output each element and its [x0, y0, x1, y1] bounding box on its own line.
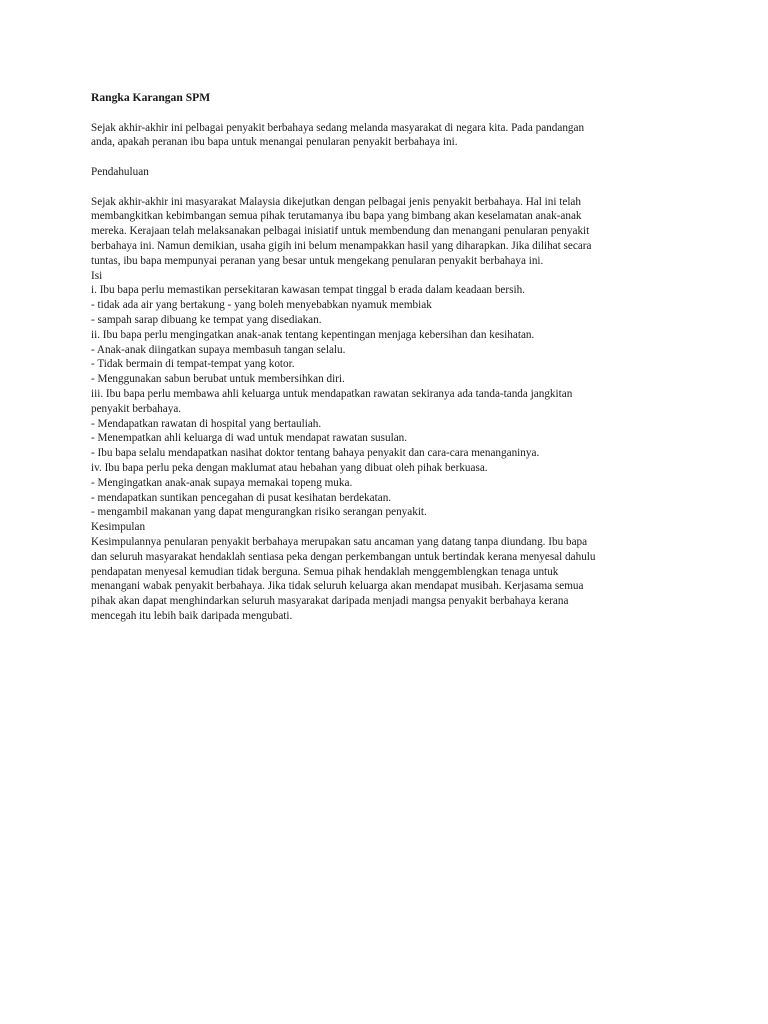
isi-line: iii. Ibu bapa perlu membawa ahli keluarga untuk mendapatkan rawatan sekiranya ada tanda-tanda jangkitan	[91, 387, 573, 400]
isi-line: - Menggunakan sabun berubat untuk membersihkan diri.	[91, 373, 345, 386]
isi-line: - Tidak bermain di tempat-tempat yang kotor.	[91, 358, 295, 371]
paragraph-line: Sejak akhir-akhir ini masyarakat Malaysia dikejutkan dengan pelbagai jenis penyakit berbahaya. Hal ini telah	[91, 195, 581, 208]
paragraph-line: menangani wabak penyakit berbahaya. Jika tidak seluruh keluarga akan mendapat musibah. Kerjasama semua	[91, 580, 584, 593]
kesimpulan-paragraph	[91, 535, 691, 624]
question-line: Sejak akhir-akhir ini pelbagai penyakit berbahaya sedang melanda masyarakat di negara kita. Pada pandangan	[91, 121, 585, 134]
isi-line: - mengambil makanan yang dapat mengurangkan risiko serangan penyakit.	[91, 506, 427, 519]
isi-line: - Mendapatkan rawatan di hospital yang bertauliah.	[91, 417, 322, 430]
document-title: Rangka Karangan SPM	[91, 91, 211, 104]
paragraph-line: membangkitkan kebimbangan semua pihak terutamanya ibu bapa yang bimbang akan keselamatan anak-anak	[91, 210, 582, 223]
paragraph-line: dan seluruh masyarakat hendaklah sentiasa peka dengan perkembangan untuk bertindak kerana menyesal dahulu	[91, 550, 596, 563]
blank-line	[91, 150, 691, 165]
isi-line: ii. Ibu bapa perlu mengingatkan anak-anak tentang kepentingan menjaga kebersihan dan kesihatan.	[91, 328, 535, 341]
isi-line: iv. Ibu bapa perlu peka dengan maklumat atau hebahan yang dibuat oleh pihak berkuasa.	[91, 461, 488, 474]
paragraph-line: mereka. Kerajaan telah melaksanakan pelbagai inisiatif untuk membendung dan menangani penularan penyakit	[91, 225, 590, 238]
paragraph-line: tuntas, ibu bapa mempunyai peranan yang besar untuk mengekang penularan penyakit berbahaya ini.	[91, 254, 544, 267]
isi-line: - mendapatkan suntikan pencegahan di pusat kesihatan berdekatan.	[91, 491, 392, 504]
pendahuluan-paragraph	[91, 195, 691, 269]
isi-line: - Menempatkan ahli keluarga di wad untuk mendapat rawatan susulan.	[91, 432, 408, 445]
paragraph-line: mencegah itu lebih baik daripada mengubati.	[91, 609, 293, 622]
isi-line: - sampah sarap dibuang ke tempat yang disediakan.	[91, 313, 322, 326]
isi-line: - tidak ada air yang bertakung - yang boleh menyebabkan nyamuk membiak	[91, 299, 432, 312]
blank-line	[91, 180, 691, 195]
paragraph-line: berbahaya ini. Namun demikian, usaha gigih ini belum menampakkan hasil yang diharapkan. Jika dilihat secara	[91, 239, 592, 252]
blank-line	[91, 106, 691, 121]
pendahuluan-heading: Pendahuluan	[91, 165, 149, 178]
paragraph-line: pendapatan menyesal kemudian tidak berguna. Semua pihak hendaklah menggemblengkan tenaga untuk	[91, 565, 559, 578]
isi-line: penyakit berbahaya.	[91, 402, 182, 415]
paragraph-line: Kesimpulannya penularan penyakit berbahaya merupakan satu ancaman yang datang tanpa diundang. Ibu bapa	[91, 535, 588, 548]
paragraph-line: pihak akan dapat menghindarkan seluruh masyarakat daripada menjadi mangsa penyakit berbahaya kerana	[91, 595, 569, 608]
isi-line: - Ibu bapa selalu mendapatkan nasihat doktor tentang bahaya penyakit dan cara-cara menanganinya.	[91, 447, 540, 460]
isi-line: - Mengingatkan anak-anak supaya memakai topeng muka.	[91, 476, 353, 489]
essay-question	[91, 121, 691, 151]
isi-heading: Isi	[91, 269, 103, 282]
isi-list	[91, 283, 691, 520]
isi-line: i. Ibu bapa perlu memastikan persekitaran kawasan tempat tinggal b erada dalam keadaan bersih.	[91, 284, 525, 297]
isi-line: - Anak-anak diingatkan supaya membasuh tangan selalu.	[91, 343, 346, 356]
document-body	[91, 91, 691, 624]
kesimpulan-heading: Kesimpulan	[91, 521, 146, 534]
question-line: anda, apakah peranan ibu bapa untuk menangai penularan penyakit berbahaya ini.	[91, 136, 458, 149]
